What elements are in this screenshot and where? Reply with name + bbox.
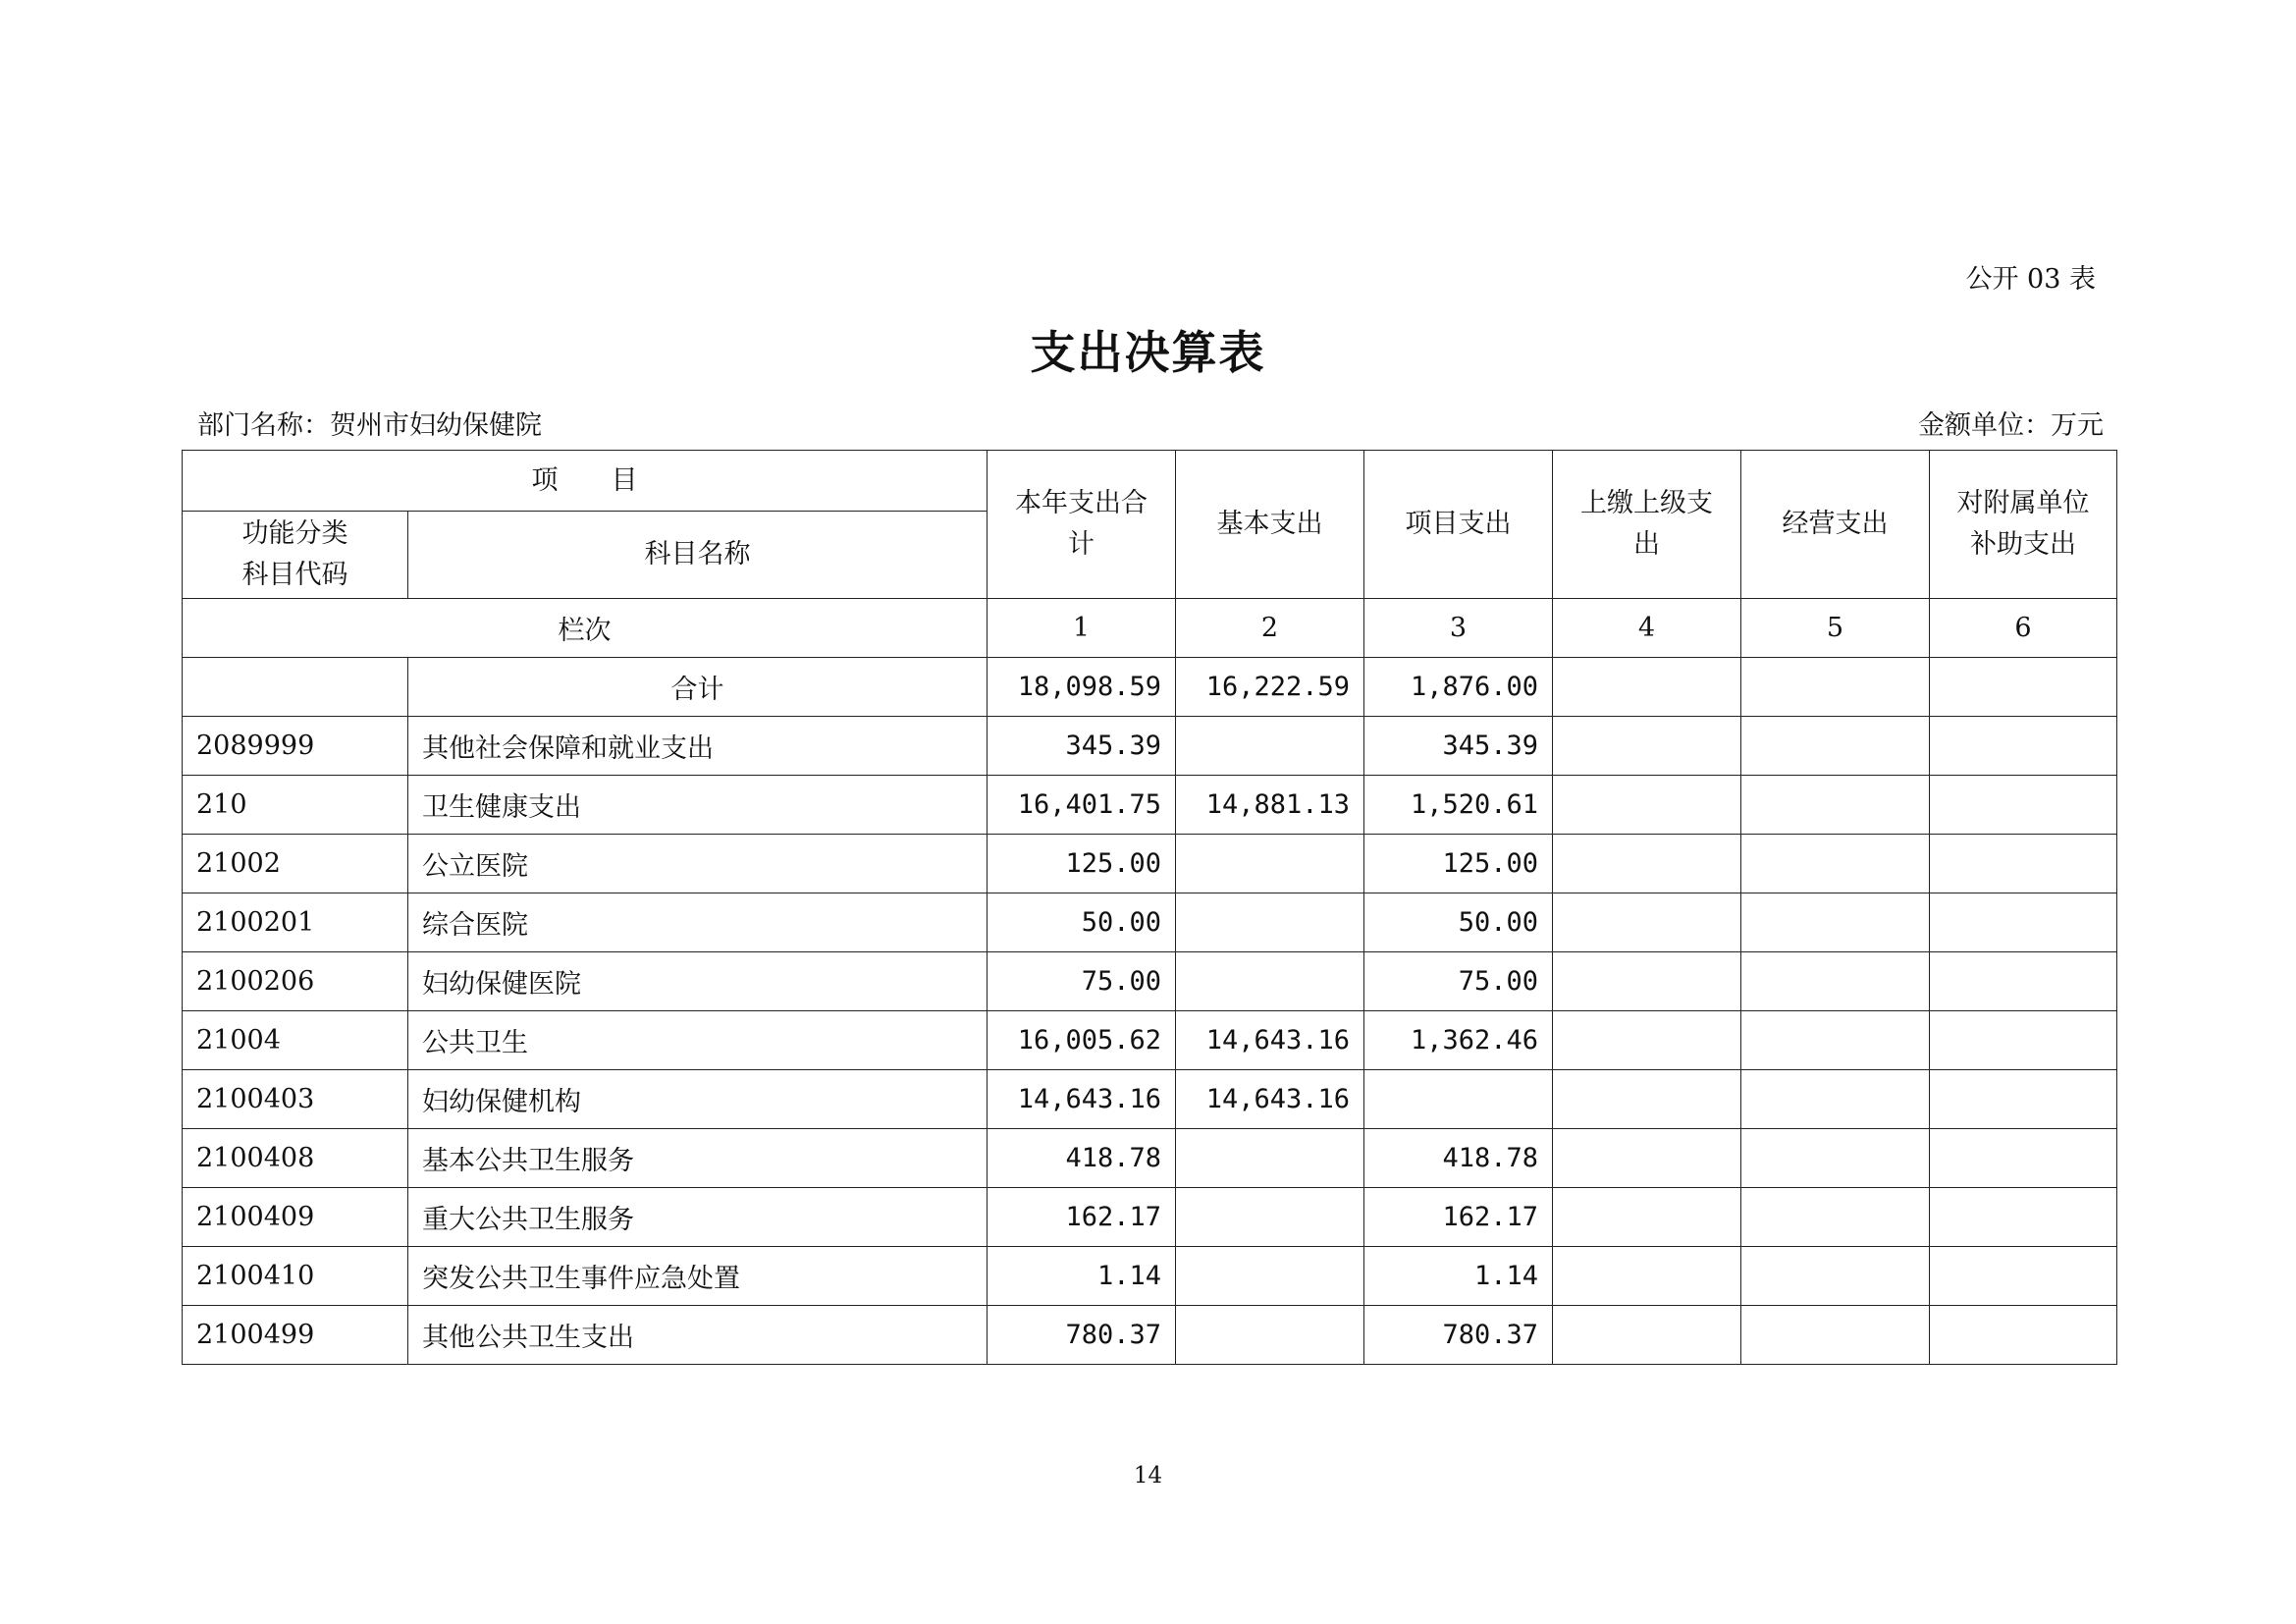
row-value: 1.14 bbox=[1364, 1247, 1553, 1306]
row-value bbox=[1930, 1247, 2117, 1306]
total-value: 16,222.59 bbox=[1176, 658, 1364, 717]
expenditure-table bbox=[182, 450, 2117, 1365]
page-number: 14 bbox=[1133, 1463, 1163, 1489]
table-row bbox=[183, 717, 2117, 776]
total-code bbox=[183, 658, 408, 717]
row-code: 2100403 bbox=[183, 1070, 408, 1129]
table-row bbox=[183, 1306, 2117, 1365]
row-value bbox=[1741, 835, 1930, 893]
row-value bbox=[1364, 1070, 1553, 1129]
row-value bbox=[1553, 1188, 1741, 1247]
department-label: 部门名称：贺州市妇幼保健院 bbox=[197, 410, 542, 441]
table-row bbox=[183, 893, 2117, 952]
row-value bbox=[1930, 835, 2117, 893]
header-basic: 基本支出 bbox=[1176, 451, 1364, 599]
row-value bbox=[1930, 1188, 2117, 1247]
row-value bbox=[1176, 893, 1364, 952]
row-value bbox=[1741, 893, 1930, 952]
row-value: 14,643.16 bbox=[1176, 1011, 1364, 1070]
row-value bbox=[1553, 835, 1741, 893]
row-value bbox=[1176, 952, 1364, 1011]
header-subsidy: 对附属单位 补助支出 bbox=[1930, 451, 2117, 599]
row-code: 2100201 bbox=[183, 893, 408, 952]
row-value bbox=[1176, 1129, 1364, 1188]
row-value: 780.37 bbox=[988, 1306, 1176, 1365]
page-title: 支出决算表 bbox=[1030, 326, 1266, 379]
row-value bbox=[1741, 1129, 1930, 1188]
unit-label: 金额单位：万元 bbox=[1918, 410, 2104, 441]
row-code: 21002 bbox=[183, 835, 408, 893]
row-value bbox=[1553, 952, 1741, 1011]
header-row bbox=[183, 451, 2117, 512]
header-project: 项目支出 bbox=[1364, 451, 1553, 599]
row-value: 418.78 bbox=[988, 1129, 1176, 1188]
row-value: 14,643.16 bbox=[988, 1070, 1176, 1129]
row-value bbox=[1176, 1306, 1364, 1365]
header-total: 本年支出合 计 bbox=[988, 451, 1176, 599]
row-name: 公共卫生 bbox=[408, 1011, 988, 1070]
total-row bbox=[183, 658, 2117, 717]
row-code: 21004 bbox=[183, 1011, 408, 1070]
row-value: 125.00 bbox=[988, 835, 1176, 893]
row-value bbox=[1930, 717, 2117, 776]
row-value bbox=[1930, 776, 2117, 835]
row-value bbox=[1930, 1129, 2117, 1188]
header-business: 经营支出 bbox=[1741, 451, 1930, 599]
row-value: 14,881.13 bbox=[1176, 776, 1364, 835]
table-row bbox=[183, 952, 2117, 1011]
row-name: 其他社会保障和就业支出 bbox=[408, 717, 988, 776]
column-index: 3 bbox=[1364, 599, 1553, 658]
row-code: 2100499 bbox=[183, 1306, 408, 1365]
row-value: 16,005.62 bbox=[988, 1011, 1176, 1070]
row-name: 综合医院 bbox=[408, 893, 988, 952]
table-row bbox=[183, 1188, 2117, 1247]
row-value bbox=[1741, 1306, 1930, 1365]
row-value: 162.17 bbox=[1364, 1188, 1553, 1247]
table-row bbox=[183, 776, 2117, 835]
row-value bbox=[1553, 1129, 1741, 1188]
row-value bbox=[1930, 1070, 2117, 1129]
total-value: 1,876.00 bbox=[1364, 658, 1553, 717]
table-row bbox=[183, 835, 2117, 893]
row-value: 16,401.75 bbox=[988, 776, 1176, 835]
row-code: 210 bbox=[183, 776, 408, 835]
header-item: 项 目 bbox=[183, 451, 988, 512]
row-value bbox=[1553, 1306, 1741, 1365]
row-value bbox=[1930, 893, 2117, 952]
column-index-row bbox=[183, 599, 2117, 658]
row-name: 突发公共卫生事件应急处置 bbox=[408, 1247, 988, 1306]
row-name: 重大公共卫生服务 bbox=[408, 1188, 988, 1247]
row-value: 50.00 bbox=[1364, 893, 1553, 952]
row-value bbox=[1176, 1247, 1364, 1306]
row-value bbox=[1741, 952, 1930, 1011]
row-value bbox=[1553, 1070, 1741, 1129]
total-value bbox=[1930, 658, 2117, 717]
total-value bbox=[1741, 658, 1930, 717]
row-value: 1,520.61 bbox=[1364, 776, 1553, 835]
row-value: 75.00 bbox=[988, 952, 1176, 1011]
row-code: 2100206 bbox=[183, 952, 408, 1011]
column-index: 4 bbox=[1553, 599, 1741, 658]
row-value bbox=[1553, 1247, 1741, 1306]
row-value: 162.17 bbox=[988, 1188, 1176, 1247]
form-code: 公开 03 表 bbox=[1965, 264, 2096, 295]
row-value bbox=[1741, 1247, 1930, 1306]
row-value bbox=[1741, 1070, 1930, 1129]
row-value bbox=[1741, 1011, 1930, 1070]
row-value bbox=[1176, 835, 1364, 893]
row-name: 基本公共卫生服务 bbox=[408, 1129, 988, 1188]
row-value bbox=[1741, 1188, 1930, 1247]
column-index: 6 bbox=[1930, 599, 2117, 658]
row-value bbox=[1176, 1188, 1364, 1247]
row-value bbox=[1741, 717, 1930, 776]
row-value bbox=[1930, 952, 2117, 1011]
row-name: 卫生健康支出 bbox=[408, 776, 988, 835]
row-value bbox=[1553, 776, 1741, 835]
row-code: 2100410 bbox=[183, 1247, 408, 1306]
column-index: 5 bbox=[1741, 599, 1930, 658]
row-value: 345.39 bbox=[988, 717, 1176, 776]
row-value: 780.37 bbox=[1364, 1306, 1553, 1365]
column-index-label: 栏次 bbox=[183, 599, 988, 658]
table-row bbox=[183, 1070, 2117, 1129]
row-value: 1.14 bbox=[988, 1247, 1176, 1306]
row-value: 75.00 bbox=[1364, 952, 1553, 1011]
row-value bbox=[1930, 1011, 2117, 1070]
row-value: 125.00 bbox=[1364, 835, 1553, 893]
total-label: 合计 bbox=[408, 658, 988, 717]
row-value: 1,362.46 bbox=[1364, 1011, 1553, 1070]
row-name: 妇幼保健机构 bbox=[408, 1070, 988, 1129]
table-row bbox=[183, 1247, 2117, 1306]
row-code: 2100408 bbox=[183, 1129, 408, 1188]
row-value bbox=[1930, 1306, 2117, 1365]
row-value: 345.39 bbox=[1364, 717, 1553, 776]
row-code: 2100409 bbox=[183, 1188, 408, 1247]
row-code: 2089999 bbox=[183, 717, 408, 776]
table-row bbox=[183, 1011, 2117, 1070]
table-row bbox=[183, 1129, 2117, 1188]
total-value bbox=[1553, 658, 1741, 717]
row-name: 公立医院 bbox=[408, 835, 988, 893]
header-upper: 上缴上级支 出 bbox=[1553, 451, 1741, 599]
row-value: 418.78 bbox=[1364, 1129, 1553, 1188]
row-value bbox=[1553, 717, 1741, 776]
row-value: 50.00 bbox=[988, 893, 1176, 952]
total-value: 18,098.59 bbox=[988, 658, 1176, 717]
column-index: 1 bbox=[988, 599, 1176, 658]
row-value bbox=[1176, 717, 1364, 776]
column-index: 2 bbox=[1176, 599, 1364, 658]
row-name: 其他公共卫生支出 bbox=[408, 1306, 988, 1365]
row-name: 妇幼保健医院 bbox=[408, 952, 988, 1011]
row-value bbox=[1553, 893, 1741, 952]
row-value bbox=[1741, 776, 1930, 835]
row-value bbox=[1553, 1011, 1741, 1070]
row-value: 14,643.16 bbox=[1176, 1070, 1364, 1129]
header-name: 科目名称 bbox=[408, 512, 988, 599]
header-code: 功能分类 科目代码 bbox=[183, 512, 408, 599]
